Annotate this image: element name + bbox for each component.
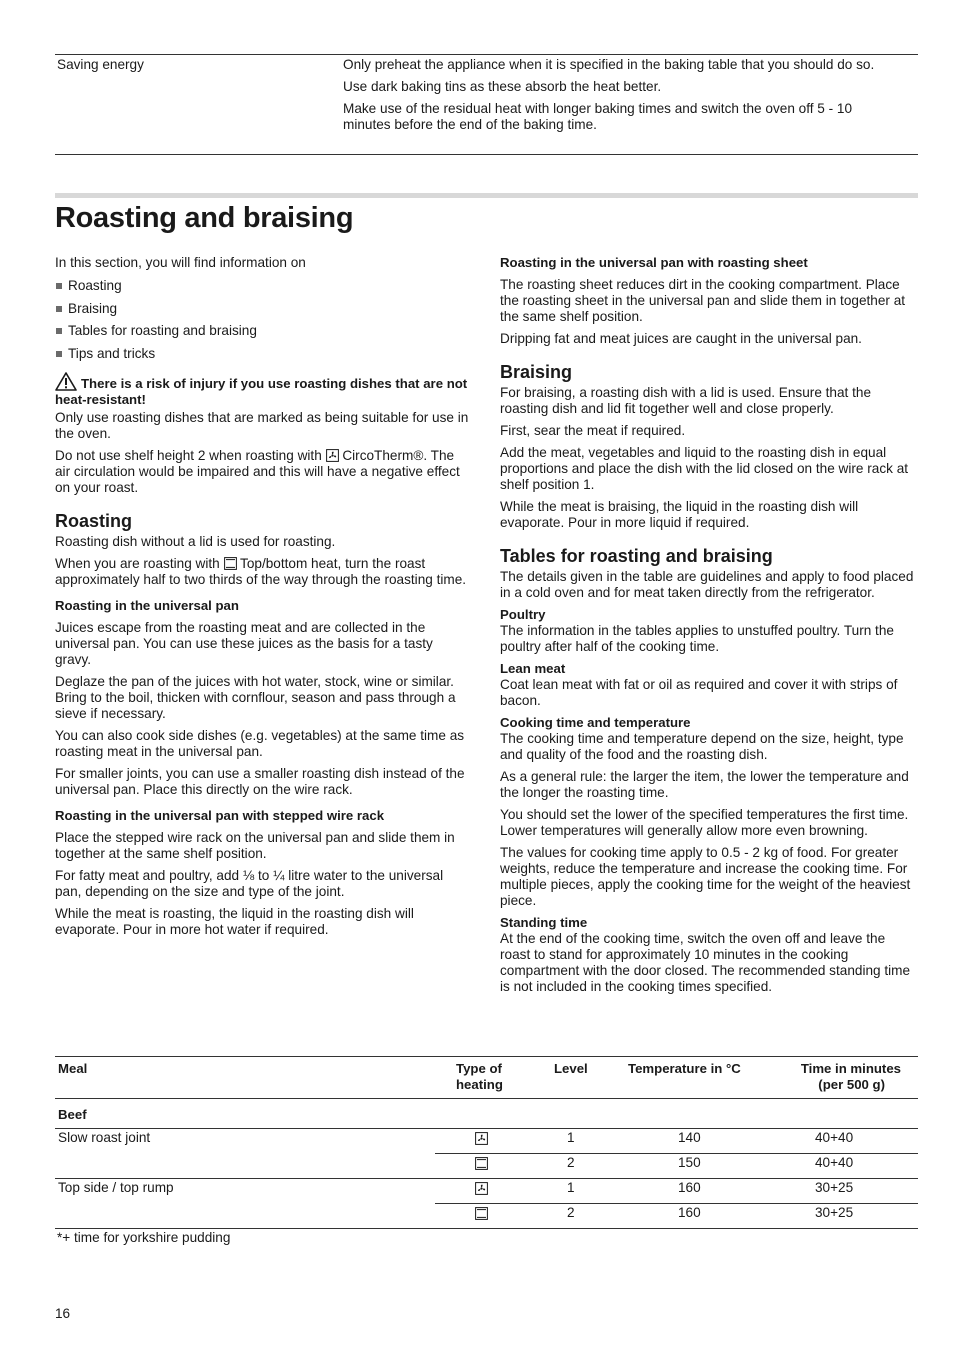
energy-table-bottom-rule — [55, 154, 918, 155]
list-item: Braising — [55, 301, 470, 317]
top-bottom-heat-icon — [475, 1207, 488, 1220]
intro-lead: In this section, you will find information on — [55, 255, 306, 270]
sheet-heading: Roasting in the universal pan with roasting sheet — [500, 255, 808, 270]
braising-p3: Add the meat, vegetables and liquid to the roasting dish in equal proportions and place the dish with the lid closed on the wire rack at shelf position 1. — [500, 445, 909, 492]
energy-label: Saving energy — [57, 57, 144, 72]
header-rule — [55, 1098, 918, 1099]
row-temperature: 160 — [678, 1205, 701, 1220]
standing-text: At the end of the cooking time, switch the oven off and leave the roast to stand for approximately 10 minutes in the cooking compartment with the door closed. The recommended standing time is not included in the cooking times specified. — [500, 931, 911, 994]
roasting-heading: Roasting — [55, 510, 133, 531]
circotherm-icon — [475, 1132, 488, 1145]
row-rule — [55, 1178, 918, 1179]
bullet-icon — [56, 306, 62, 312]
poultry-text: The information in the tables applies to unstuffed poultry. Turn the poultry after half of the cooking time. — [500, 623, 894, 654]
right-column — [500, 255, 915, 1001]
top-bottom-heat-icon — [475, 1157, 488, 1170]
row-rule — [435, 1203, 918, 1204]
row-meal: Top side / top rump — [58, 1180, 174, 1195]
list-item: Tables for roasting and braising — [55, 323, 470, 339]
intro-list — [55, 278, 470, 362]
row-level: 1 — [567, 1180, 575, 1195]
bullet-icon — [56, 283, 62, 289]
warning-heading: There is a risk of injury if you use roasting dishes that are not heat-resistant! — [55, 372, 470, 408]
tables-p1: The details given in the table are guidelines and apply to food placed in a cold oven and for meat taken directly from the refrigerator. — [500, 569, 914, 600]
roasting-p2: When you are roasting with Top/bottom heat, turn the roast approximately half to two thirds of the way through the roasting time. — [55, 555, 467, 587]
energy-table-top-rule — [55, 54, 918, 55]
energy-tips — [343, 57, 915, 139]
header-time: Time in minutes (per 500 g) — [800, 1061, 901, 1092]
table-bottom-rule — [55, 1228, 918, 1229]
braising-p2: First, sear the meat if required. — [500, 423, 686, 438]
pan-p1: Juices escape from the roasting meat and are collected in the universal pan. You can use these juices as the basis for a tasty gravy. — [55, 619, 433, 667]
row-time: 30+25 — [815, 1205, 854, 1220]
list-item: Roasting — [55, 278, 470, 294]
row-time: 30+25 — [815, 1180, 854, 1195]
energy-tip: Make use of the residual heat with longer baking times and switch the oven off 5 - 10 minutes before the end of the baking time. — [343, 101, 853, 132]
pan-p2: Deglaze the pan of the juices with hot water, stock, wine or similar. Bring to the boil, thicken with cornflour, season and pass through a sieve if necessary. — [55, 673, 456, 721]
circotherm-icon — [326, 449, 339, 462]
row-level: 2 — [567, 1205, 575, 1220]
braising-p4: While the meat is braising, the liquid in the roasting dish will evaporate. Pour in more liquid if required. — [500, 499, 859, 530]
pan-heading: Roasting in the universal pan — [55, 597, 239, 613]
row-temperature: 140 — [678, 1130, 701, 1145]
row-temperature: 150 — [678, 1155, 701, 1170]
bullet-icon — [56, 351, 62, 357]
standing-heading: Standing time — [500, 915, 588, 930]
header-heating: Type of heating — [456, 1061, 503, 1092]
row-level: 2 — [567, 1155, 575, 1170]
row-meal: Slow roast joint — [58, 1130, 151, 1145]
left-column — [55, 255, 470, 944]
top-bottom-heat-icon — [224, 557, 237, 570]
lean-heading: Lean meat — [500, 661, 566, 676]
rack-heading: Roasting in the universal pan with stepped wire rack — [55, 807, 385, 823]
row-temperature: 160 — [678, 1180, 701, 1195]
cooking-p4: The values for cooking time apply to 0.5 - 2 kg of food. For greater weights, reduce the temperature and increase the cooking time. For multiple pieces, apply the cooking time for the weight of the heaviest piece. — [500, 845, 911, 908]
energy-tip: Only preheat the appliance when it is specified in the baking table that you should do so. — [343, 57, 875, 72]
bullet-icon — [56, 328, 62, 334]
rack-p2: For fatty meat and poultry, add ⅛ to ¼ litre water to the universal pan, depending on the size and type of the joint. — [55, 867, 444, 899]
row-rule — [435, 1153, 918, 1154]
page-title: Roasting and braising — [55, 202, 354, 234]
page-number: 16 — [55, 1306, 71, 1321]
group-beef: Beef — [58, 1107, 87, 1122]
cooking-p3: You should set the lower of the specified temperatures the first time. Lower temperatures will generally allow more even browning. — [500, 807, 909, 838]
rack-p3: While the meat is roasting, the liquid in the roasting dish will evaporate. Pour in more hot water if required. — [55, 905, 414, 937]
pan-p3: You can also cook side dishes (e.g. vegetables) at the same time as roasting meat in the universal pan. — [55, 727, 465, 759]
header-level: Level — [554, 1061, 588, 1076]
poultry-heading: Poultry — [500, 607, 546, 622]
row-time: 40+40 — [815, 1155, 854, 1170]
lean-text: Coat lean meat with fat or oil as required and cover it with strips of bacon. — [500, 677, 898, 708]
cooking-p2: As a general rule: the larger the item, the lower the temperature and the longer the roasting time. — [500, 769, 909, 800]
row-level: 1 — [567, 1130, 575, 1145]
warning-text: Only use roasting dishes that are marked as being suitable for use in the oven. — [55, 409, 469, 441]
roasting-p1: Roasting dish without a lid is used for roasting. — [55, 533, 336, 549]
energy-tip: Use dark baking tins as these absorb the heat better. — [343, 79, 662, 94]
pan-p4: For smaller joints, you can use a smaller roasting dish instead of the universal pan. Place this directly on the wire rack. — [55, 765, 465, 797]
cooking-heading: Cooking time and temperature — [500, 715, 691, 730]
braising-p1: For braising, a roasting dish with a lid is used. Ensure that the roasting dish and lid fit together well and close properly. — [500, 385, 872, 416]
cooking-p1: The cooking time and temperature depend on the size, height, type and quality of the food and the roasting dish. — [500, 731, 904, 762]
group-rule — [55, 1128, 918, 1129]
braising-heading: Braising — [500, 362, 573, 382]
table-top-rule — [55, 1056, 918, 1057]
sheet-p1: The roasting sheet reduces dirt in the cooking compartment. Place the roasting sheet in the universal pan and slide them in together at the same shelf position. — [500, 277, 906, 324]
header-temperature: Temperature in °C — [628, 1061, 741, 1076]
rack-p1: Place the stepped wire rack on the universal pan and slide them in together at the same shelf position. — [55, 829, 455, 861]
table-footnote: *+ time for yorkshire pudding — [57, 1230, 231, 1245]
circotherm-icon — [475, 1182, 488, 1195]
shelf-warning: Do not use shelf height 2 when roasting with CircoTherm®. The air circulation would be impaired and this will have a negative effect on your roast. — [55, 447, 460, 495]
tables-heading: Tables for roasting and braising — [500, 546, 773, 566]
sheet-p2: Dripping fat and meat juices are caught in the universal pan. — [500, 331, 862, 346]
list-item: Tips and tricks — [55, 346, 470, 362]
warning-icon — [55, 372, 77, 391]
header-meal: Meal — [58, 1061, 88, 1076]
row-time: 40+40 — [815, 1130, 854, 1145]
